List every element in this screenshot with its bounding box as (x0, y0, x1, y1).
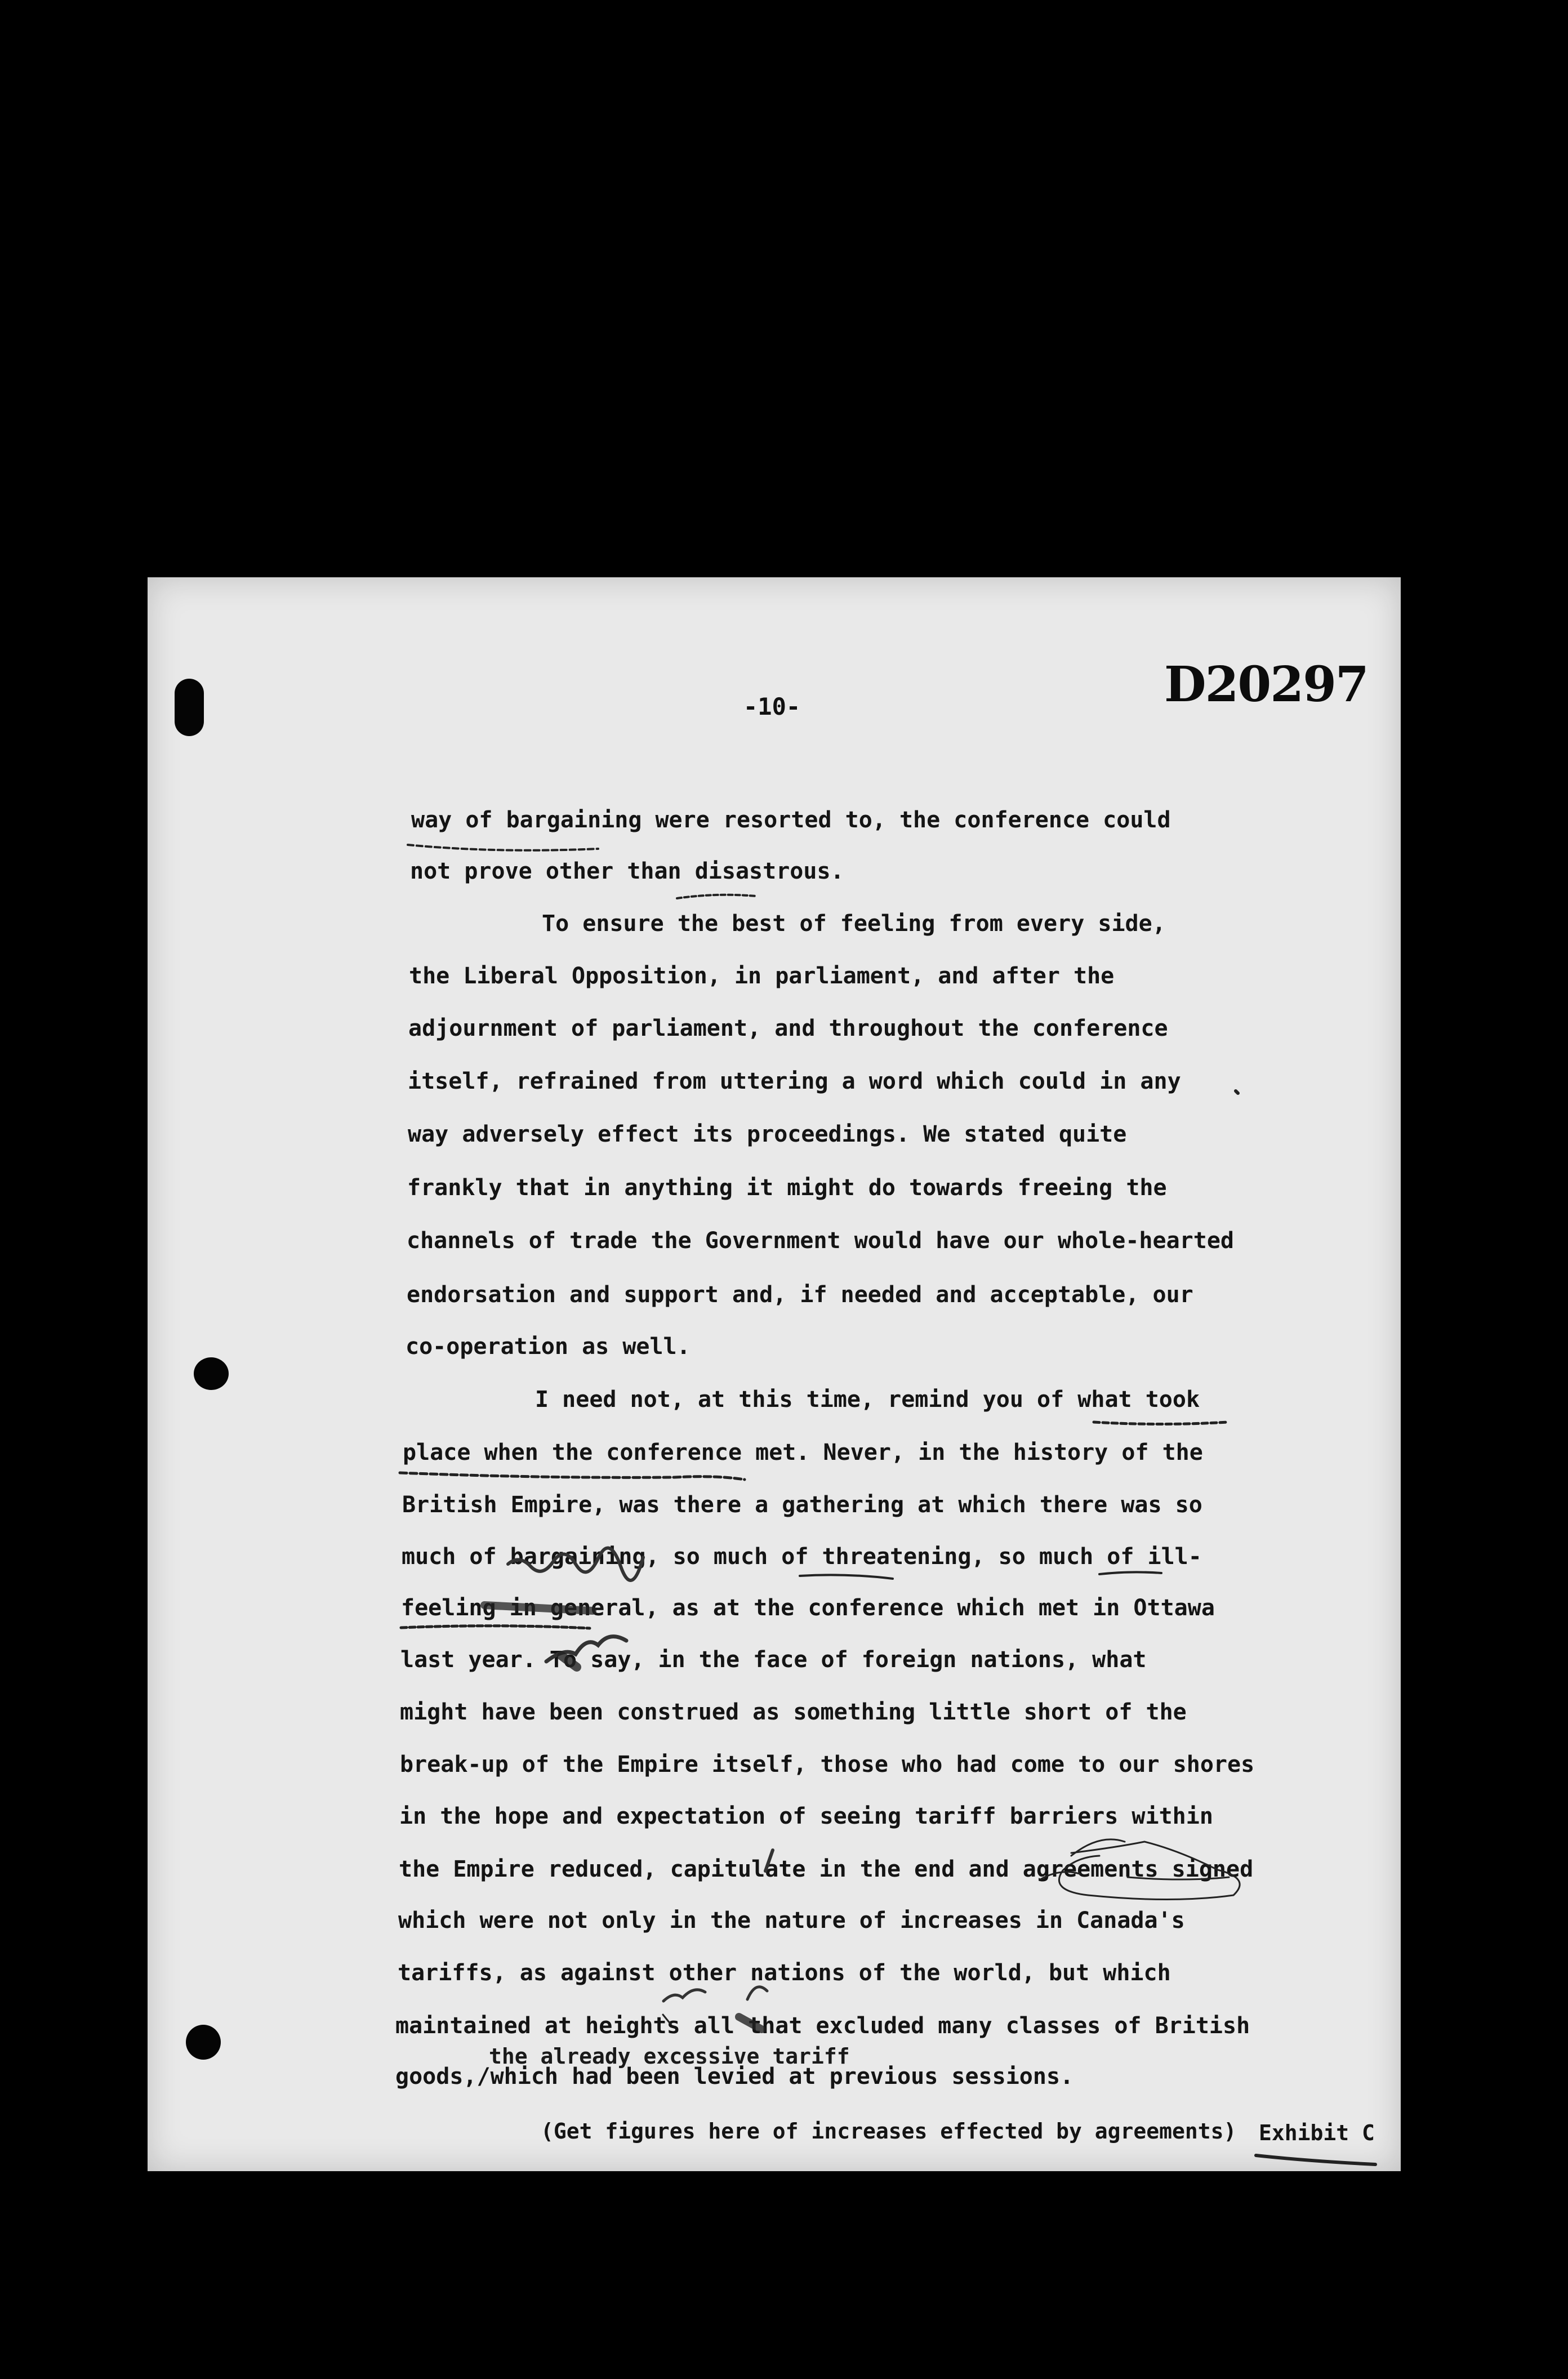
document-page (148, 577, 1401, 2171)
body-line: break-up of the Empire itself, those who had come to our shores (400, 1752, 1255, 1777)
body-line: way of bargaining were resorted to, the conference could (411, 807, 1171, 833)
body-line: place when the conference met. Never, in the history of the (403, 1440, 1203, 1465)
punch-hole-bottom (186, 2025, 221, 2060)
body-line: channels of trade the Government would have our whole-hearted (407, 1228, 1235, 1254)
body-line: maintained at heights all that excluded many classes of British (395, 2013, 1250, 2039)
body-line: co-operation as well. (406, 1334, 691, 1360)
body-line: feeling in general, as at the conference which met in Ottawa (401, 1595, 1215, 1621)
page-number: -10- (743, 693, 801, 720)
punch-hole-middle (194, 1357, 229, 1390)
punch-hole-top (175, 679, 204, 736)
body-line: itself, refrained from uttering a word which could in any (408, 1068, 1181, 1094)
body-line: the Empire reduced, capitulate in the end and agreements signed (399, 1856, 1254, 1882)
body-line: frankly that in anything it might do towards freeing the (407, 1175, 1167, 1201)
body-line: might have been construed as something little short of the (400, 1699, 1187, 1725)
exhibit-label: Exhibit C (1259, 2120, 1375, 2145)
body-line: goods,/which had been levied at previous sessions. (395, 2064, 1074, 2090)
body-line: not prove other than disastrous. (410, 858, 844, 884)
body-line: tariffs, as against other nations of the world, but which (398, 1960, 1171, 1986)
body-line: adjournment of parliament, and throughout the conference (408, 1015, 1168, 1041)
body-line: in the hope and expectation of seeing tariff barriers within (399, 1803, 1213, 1829)
body-line: To ensure the best of feeling from every side, (542, 911, 1166, 937)
body-line: which were not only in the nature of increases in Canada's (398, 1908, 1185, 1934)
body-line: much of bargaining, so much of threatening, so much of ill- (402, 1544, 1202, 1570)
body-line: the Liberal Opposition, in parliament, and after the (409, 963, 1115, 989)
typed-insertion: the already excessive tariff (489, 2044, 850, 2069)
body-line: I need not, at this time, remind you of what took (535, 1387, 1200, 1413)
body-line: way adversely effect its proceedings. We stated quite (408, 1121, 1127, 1147)
document-number-stamp: D20297 (1164, 656, 1368, 713)
body-line: endorsation and support and, if needed and acceptable, our (407, 1282, 1193, 1308)
body-line: last year. To say, in the face of foreign nations, what (400, 1647, 1147, 1673)
footer-note: (Get figures here of increases effected by agreements) (541, 2119, 1237, 2144)
body-line: British Empire, was there a gathering at which there was so (402, 1492, 1202, 1518)
